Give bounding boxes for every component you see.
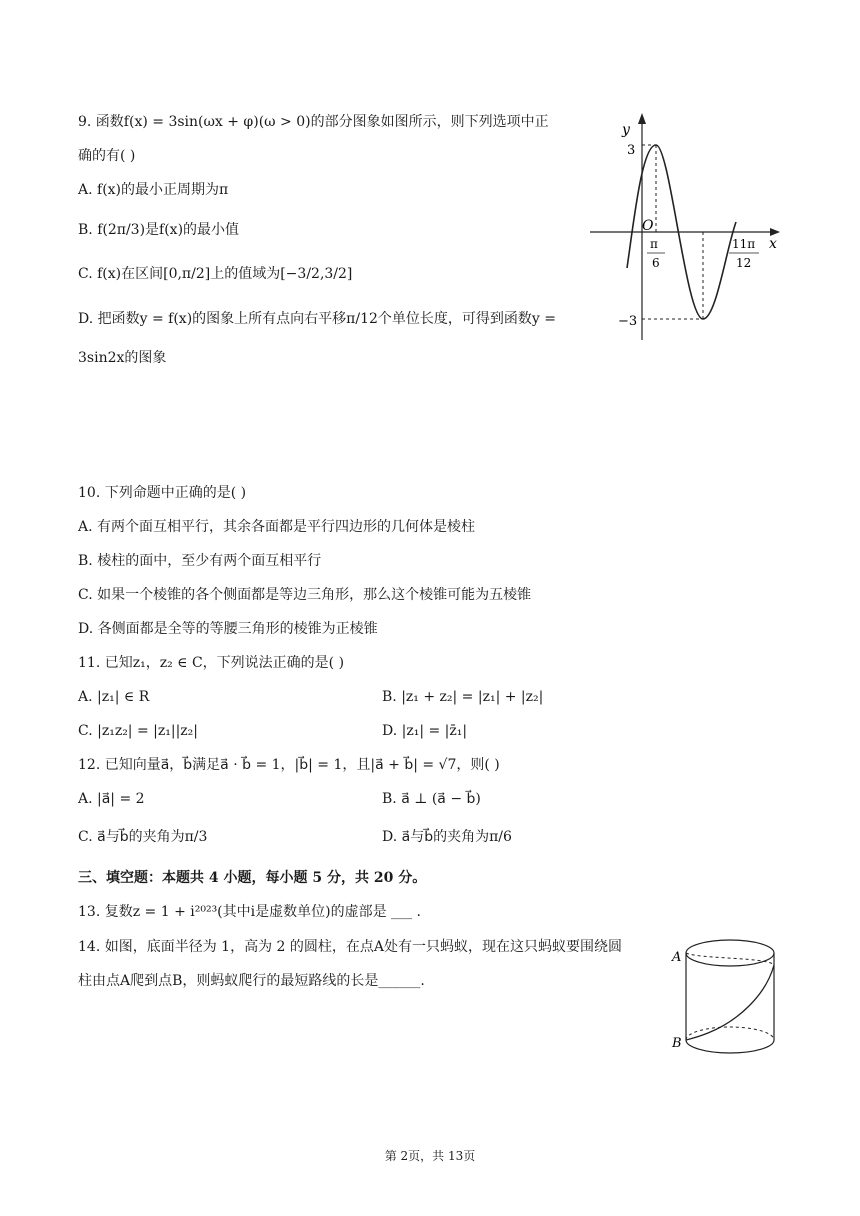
page-footer: 第 2页，共 13页 — [384, 1149, 476, 1163]
q14-stem-line2: 柱由点A爬到点B，则蚂蚁爬行的最短路线的长是______. — [78, 973, 425, 989]
q11-stem: 11. 已知z₁，z₂ ∈ C，下列说法正确的是( ) — [78, 655, 345, 671]
q11-option-b: B. |z₁ + z₂| = |z₁| + |z₂| — [382, 689, 544, 705]
q14-cylinder-figure — [668, 935, 788, 1060]
q9-stem-line2: 确的有( ) — [78, 148, 136, 164]
q9-sine-graph — [590, 110, 790, 340]
q11-option-a: A. |z₁| ∈ R — [78, 689, 150, 705]
q9-graph-origin-label: O — [642, 218, 654, 234]
q10-option-c: C. 如果一个棱锥的各个侧面都是等边三角形，那么这个棱锥可能为五棱锥 — [78, 587, 532, 603]
q9-graph-x-label: x — [769, 236, 777, 252]
q9-graph-bottom-label: −3 — [618, 314, 638, 329]
q9-graph-x2-den: 12 — [736, 256, 752, 270]
q9-option-d-line1: D. 把函数y = f(x)的图象上所有点向右平移π/12个单位长度，可得到函数y = — [78, 311, 556, 327]
q10-option-d: D. 各侧面都是全等的等腰三角形的棱锥为正棱锥 — [78, 621, 378, 637]
q9-graph-x1-den: 6 — [652, 256, 660, 270]
q10-option-b: B. 棱柱的面中，至少有两个面互相平行 — [78, 553, 322, 569]
q11-option-d: D. |z₁| = |z̄₁| — [382, 723, 468, 739]
q11-option-c: C. |z₁z₂| = |z₁||z₂| — [78, 723, 198, 739]
q9-option-c: C. f(x)在区间[0,π/2]上的值域为[−3/2,3/2] — [78, 266, 353, 282]
q9-option-d-line2: 3sin2x的图象 — [78, 350, 167, 366]
q9-stem-line1: 9. 函数f(x) = 3sin(ωx + φ)(ω > 0)的部分图象如图所示，则下列选项中正 — [78, 114, 549, 130]
q14-stem-line1: 14. 如图，底面半径为 1，高为 2 的圆柱，在点A处有一只蚂蚁，现在这只蚂蚁要围绕圆 — [78, 939, 622, 955]
q9-option-b: B. f(2π/3)是f(x)的最小值 — [78, 222, 240, 238]
q12-option-b: B. a⃗ ⊥ (a⃗ − b⃗) — [382, 791, 481, 807]
q12-stem: 12. 已知向量a⃗，b⃗满足a⃗ · b⃗ = 1，|b⃗| = 1，且|a⃗ + b⃗| = √7，则( ) — [78, 757, 500, 773]
section-3-heading: 三、填空题：本题共 4 小题，每小题 5 分，共 20 分。 — [78, 870, 427, 886]
q10-option-a: A. 有两个面互相平行，其余各面都是平行四边形的几何体是棱柱 — [78, 519, 476, 535]
q12-option-c: C. a⃗与b⃗的夹角为π/3 — [78, 829, 208, 845]
q13-stem: 13. 复数z = 1 + i²⁰²³(其中i是虚数单位)的虚部是 ___ . — [78, 904, 421, 920]
q9-graph-y-label: y — [622, 122, 630, 138]
q12-option-a: A. |a⃗| = 2 — [78, 791, 145, 807]
q9-graph-x2-num: 11π — [732, 237, 756, 251]
q9-option-a: A. f(x)的最小正周期为π — [78, 182, 229, 198]
q14-label-b: B — [672, 1036, 682, 1051]
q12-option-d: D. a⃗与b⃗的夹角为π/6 — [382, 829, 512, 845]
q10-stem: 10. 下列命题中正确的是( ) — [78, 485, 247, 501]
q9-graph-x1-num: π — [650, 237, 658, 251]
q14-label-a: A — [672, 950, 682, 965]
q9-graph-top-label: 3 — [627, 143, 636, 158]
